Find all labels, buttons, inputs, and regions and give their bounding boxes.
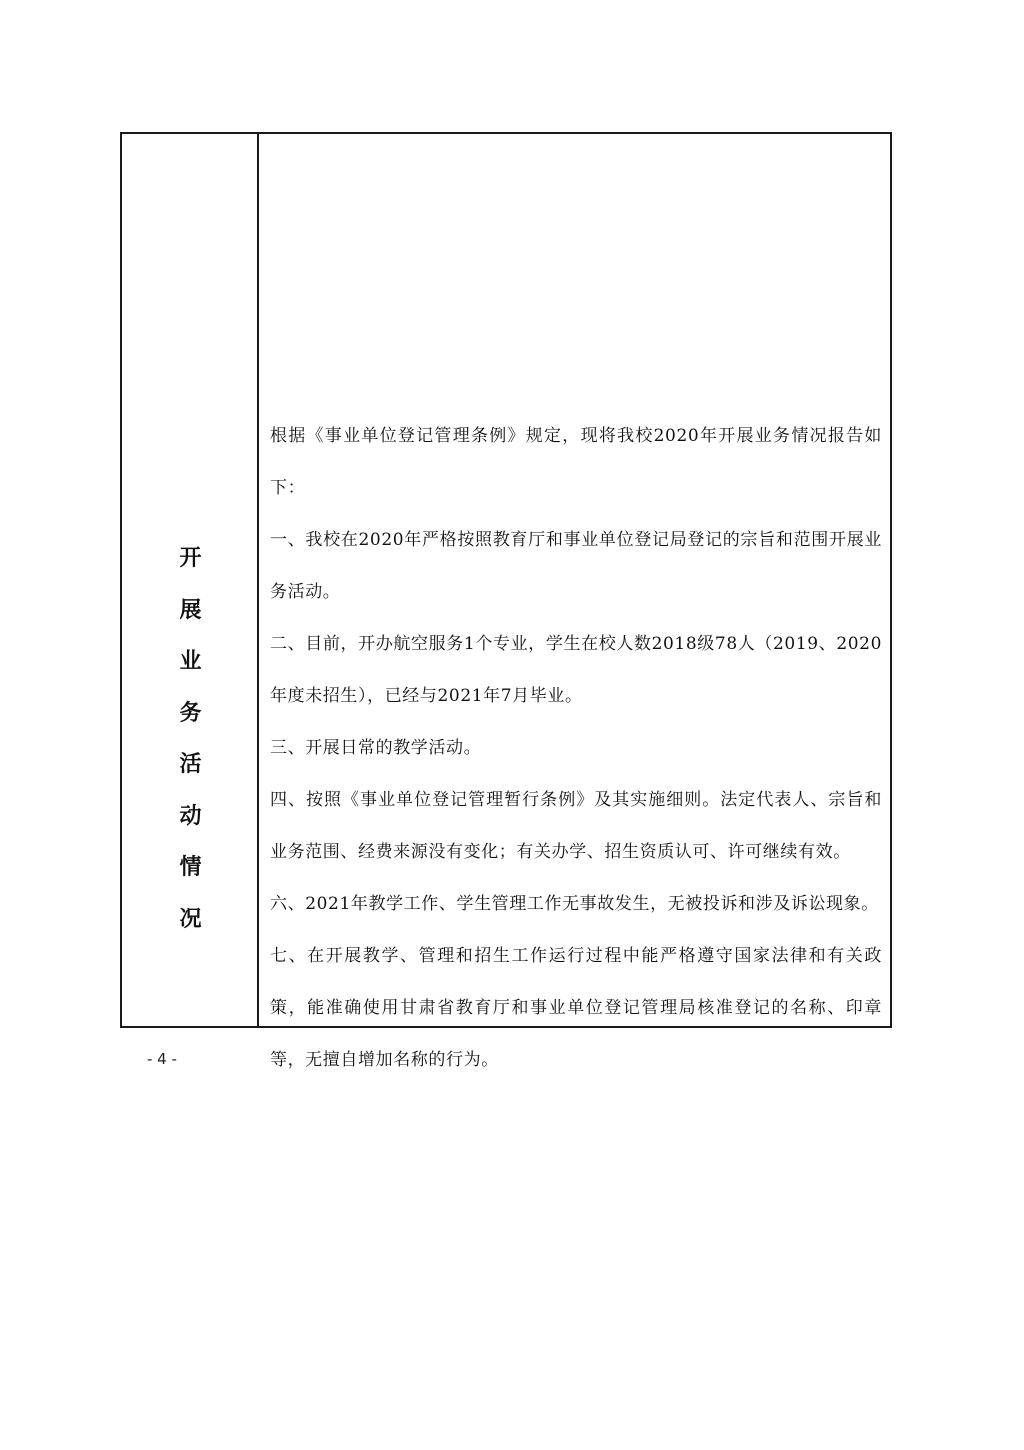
report-paragraph-6: 六、2021年教学工作、学生管理工作无事故发生，无被投诉和涉及诉讼现象。	[270, 894, 879, 914]
section-label-char: 动	[179, 802, 202, 829]
section-label	[122, 542, 259, 954]
section-label-char: 开	[179, 545, 202, 571]
section-label-cell	[122, 134, 259, 1026]
report-paragraph-intro: 根据《事业单位登记管理条例》规定，现将我校2020年开展业务情况报告如下：	[270, 426, 882, 498]
report-paragraph-1: 一、我校在2020年严格按照教育厅和事业单位登记局登记的宗旨和范围开展业务活动。	[270, 530, 882, 602]
section-label-char: 况	[179, 905, 202, 932]
page-number: - 4 -	[147, 1050, 177, 1068]
report-paragraph-2: 二、目前，开办航空服务1个专业，学生在校人数2018级78人（2019、2020年度未招生），已经与2021年7月毕业。	[270, 634, 882, 706]
activity-report-table	[120, 132, 892, 1070]
report-paragraph-3: 三、开展日常的教学活动。	[270, 738, 482, 758]
report-body	[270, 410, 882, 1086]
section-label-char: 展	[179, 596, 202, 623]
section-label-char: 务	[179, 699, 202, 726]
report-paragraph-4: 四、按照《事业单位登记管理暂行条例》及其实施细则。法定代表人、宗旨和业务范围、经费来源没有变化；有关办学、招生资质认可、许可继续有效。	[270, 790, 882, 862]
section-label-char: 业	[179, 648, 202, 674]
report-content-cell	[259, 134, 890, 1070]
report-paragraph-7: 七、在开展教学、管理和招生工作运行过程中能严格遵守国家法律和有关政策，能准确使用甘肃省教育厅和事业单位登记管理局核准登记的名称、印章等，无擅自增加名称的行为。	[270, 946, 882, 1070]
section-label-char: 活	[179, 751, 202, 777]
section-label-char: 情	[179, 854, 202, 880]
